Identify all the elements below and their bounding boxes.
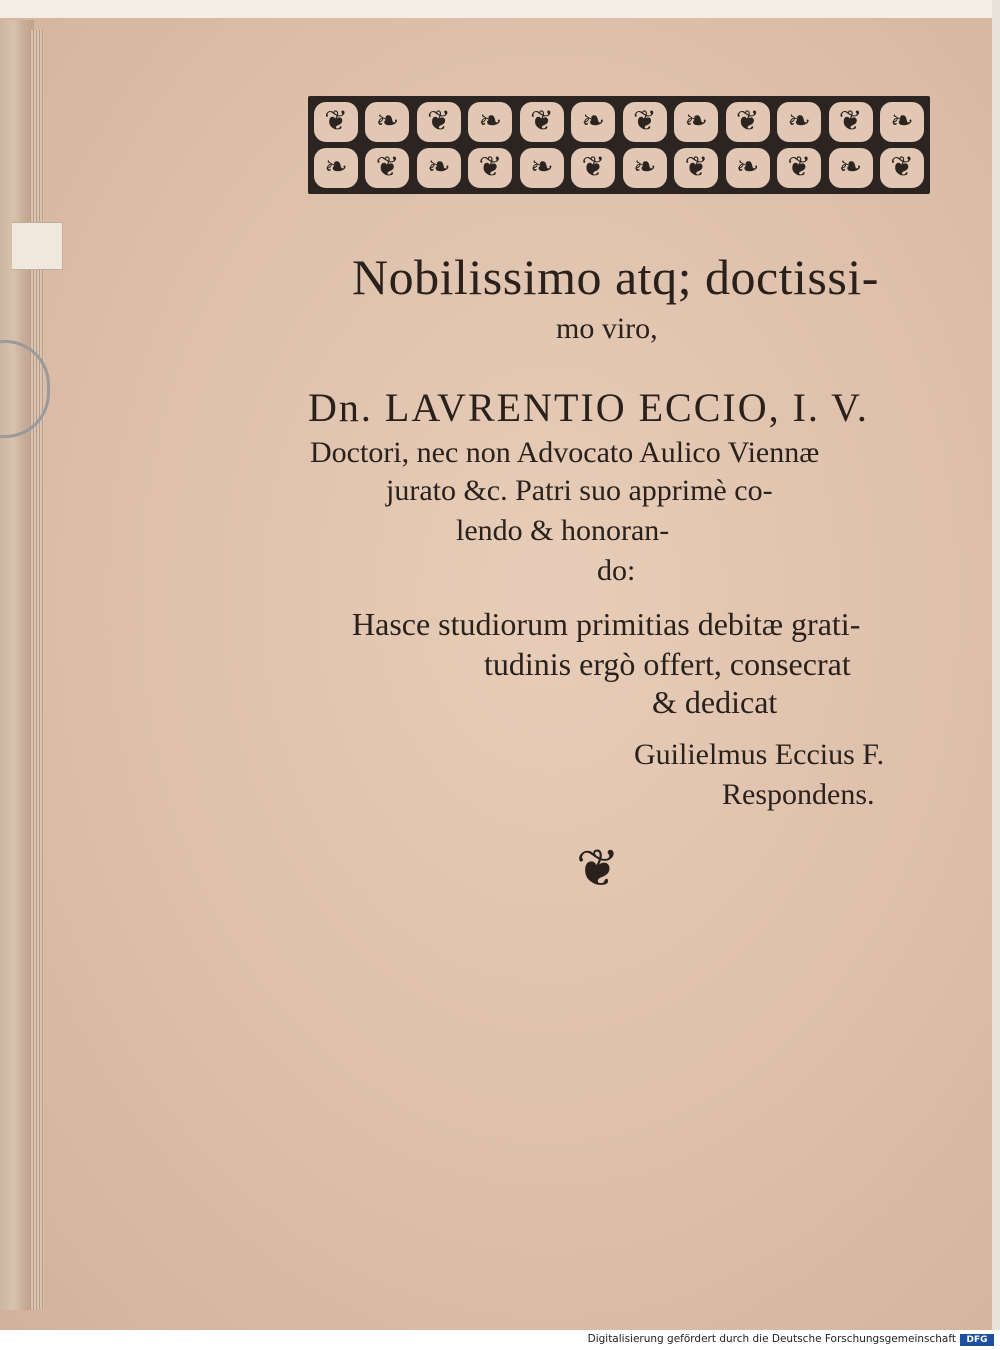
paper-tab [12,222,63,270]
ornament-row-top [314,102,924,142]
scroll-ornament-icon: ❧ [468,102,512,142]
scroll-ornament-icon: ❧ [623,148,667,188]
scroll-ornament-icon: ❧ [726,148,770,188]
dedication-line-1: Nobilissimo atq; doctissi- [352,249,879,305]
author-role: Respondens. [722,778,875,811]
scroll-ornament-icon: ❦ [314,102,358,142]
page-edge [0,20,34,1310]
author-name: Guilielmus Eccius F. [634,738,885,771]
dedication-line-6: lendo & honoran- [456,514,670,547]
scroll-ornament-icon: ❧ [314,148,358,188]
scroll-ornament-icon: ❦ [365,148,409,188]
scroll-ornament-icon: ❧ [880,102,924,142]
dedication-line-9: tudinis ergò offert, consecrat [484,646,851,682]
scroll-ornament-icon: ❦ [623,102,667,142]
dedication-line-10: & dedicat [652,684,778,720]
scroll-ornament-icon: ❧ [520,148,564,188]
scroll-ornament-icon: ❧ [674,102,718,142]
scroll-ornament-icon: ❧ [777,102,821,142]
footer-credit: Digitalisierung gefördert durch die Deutsche Forschungsgemeinschaft [587,1333,956,1345]
scroll-ornament-icon: ❦ [777,148,821,188]
dedication-line-8: Hasce studiorum primitias debitæ grati- [352,606,861,642]
scroll-ornament-icon: ❦ [829,102,873,142]
scan-top-margin [0,0,1000,18]
dedication-line-7: do: [597,554,636,587]
dedicatee-name: Dn. LAVRENTIO ECCIO, I. V. [308,385,869,430]
dedication-line-4: Doctori, nec non Advocato Aulico Viennæ [310,436,820,469]
scroll-ornament-icon: ❧ [571,102,615,142]
ornament-row-bottom [314,148,924,188]
footer-bar [0,1330,1000,1350]
scroll-ornament-icon: ❧ [829,148,873,188]
scroll-ornament-icon: ❧ [417,148,461,188]
scan-right-margin [992,0,1000,1330]
scroll-ornament-icon: ❦ [520,102,564,142]
ornament-band [308,96,930,194]
scroll-ornament-icon: ❦ [880,148,924,188]
fleuron-icon: ❦ [576,841,620,898]
scroll-ornament-icon: ❦ [417,102,461,142]
dedication-line-5: jurato &c. Patri suo apprimè co- [386,474,773,507]
dfg-logo-icon: DFG [960,1334,994,1346]
scroll-ornament-icon: ❦ [468,148,512,188]
scroll-ornament-icon: ❦ [571,148,615,188]
scroll-ornament-icon: ❦ [726,102,770,142]
dedication-line-2: mo viro, [556,312,658,345]
scroll-ornament-icon: ❧ [365,102,409,142]
scroll-ornament-icon: ❦ [674,148,718,188]
